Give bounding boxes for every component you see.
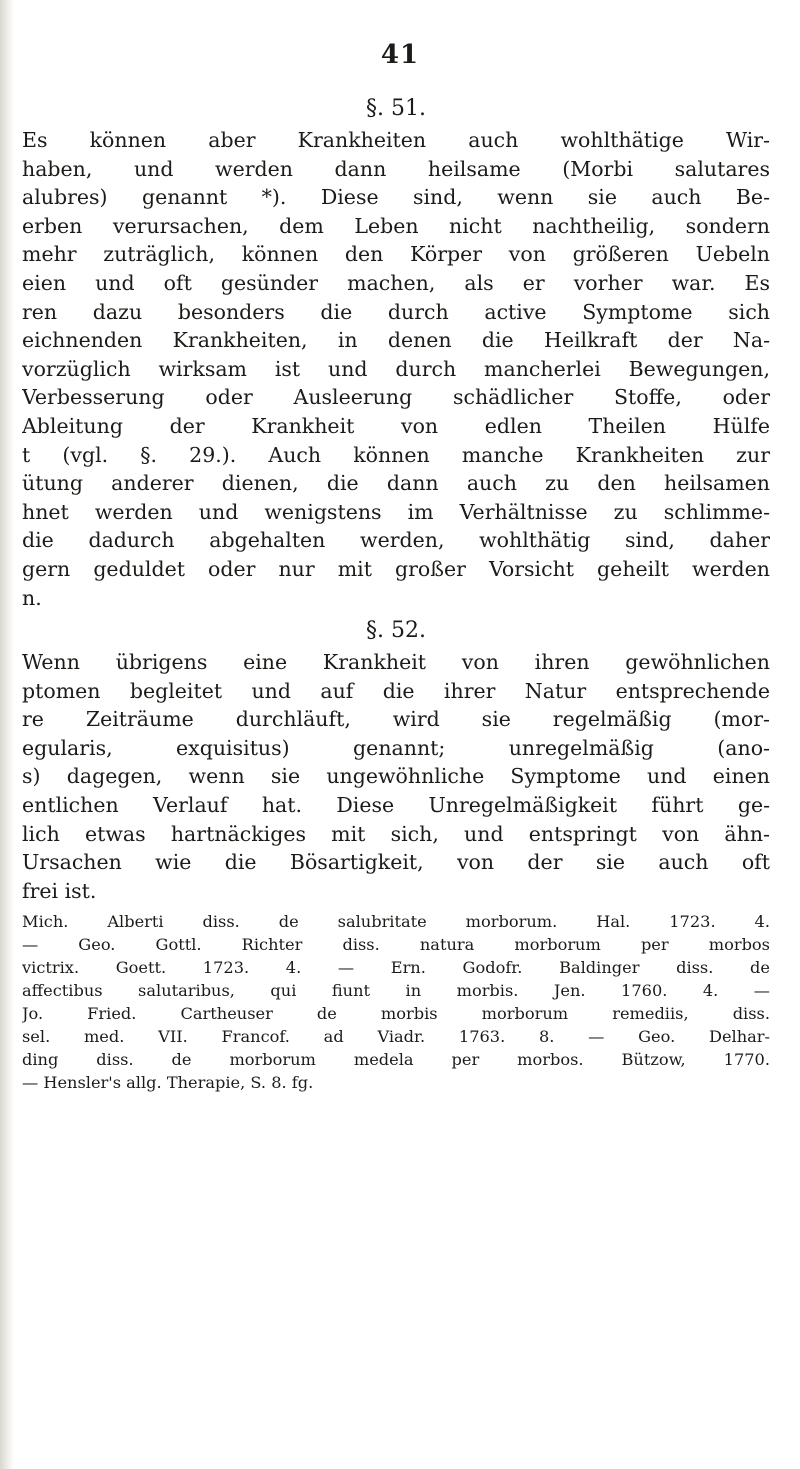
text-line: Ableitung der Krankheit von edlen Theilen Hülfe <box>22 413 770 438</box>
text-line: Wenn übrigens eine Krankheit von ihren gewöhnlichen <box>22 650 770 674</box>
section-51 <box>22 92 770 612</box>
text-line: lich etwas hartnäckiges mit sich, und entspringt von ähn- <box>22 821 770 846</box>
text-line: eichnenden Krankheiten, in denen die Heilkraft der Na- <box>22 328 770 353</box>
section-heading: §. 52. <box>366 618 426 643</box>
text-line: haben, und werden dann heilsame (Morbi salutares <box>22 156 770 181</box>
text-line: t (vgl. §. 29.). Auch können manche Krankheiten zur <box>22 442 770 467</box>
section-body <box>22 648 770 905</box>
text-line: ütung anderer dienen, die dann auch zu den heilsamen <box>22 471 770 496</box>
text-line: Verbesserung oder Ausleerung schädlicher Stoffe, oder <box>22 385 770 410</box>
section-heading: §. 51. <box>366 96 426 121</box>
footnote-line: — Geo. Gottl. Richter diss. natura morborum per morbos <box>22 935 770 954</box>
text-line: entlichen Verlauf hat. Diese Unregelmäßigkeit führt ge- <box>22 792 770 817</box>
text-line: Ursachen wie die Bösartigkeit, von der sie auch oft <box>22 850 770 875</box>
footnote-line: — Hensler's allg. Therapie, S. 8. fg. <box>22 1073 314 1092</box>
text-line: mehr zuträglich, können den Körper von größeren Uebeln <box>22 242 770 267</box>
footnote-line: affectibus salutaribus, qui fiunt in morbis. Jen. 1760. 4. — <box>22 981 770 1000</box>
text-line: Es können aber Krankheiten auch wohlthätige Wir- <box>22 128 770 152</box>
text-line: egularis, exquisitus) genannt; unregelmäßig (ano- <box>22 735 770 760</box>
text-line: die dadurch abgehalten werden, wohlthätig sind, daher <box>22 528 770 553</box>
text-line: ptomen begleitet und auf die ihrer Natur entsprechende <box>22 678 770 703</box>
text-line: vorzüglich wirksam ist und durch mancherlei Bewegungen, <box>22 356 770 381</box>
footnote-line: Mich. Alberti diss. de salubritate morborum. Hal. 1723. 4. <box>22 912 770 931</box>
text-line: s) dagegen, wenn sie ungewöhnliche Symptome und einen <box>22 764 770 789</box>
page-number: 41 <box>380 40 420 70</box>
footnote-line: sel. med. VII. Francof. ad Viadr. 1763. 8. — Geo. Delhar- <box>22 1027 770 1046</box>
text-line: gern geduldet oder nur mit großer Vorsicht geheilt werden <box>22 556 770 581</box>
footnote-line: victrix. Goett. 1723. 4. — Ern. Godofr. Baldinger diss. de <box>22 958 770 977</box>
text-line: frei ist. <box>22 878 97 903</box>
text-line: hnet werden und wenigstens im Verhältnisse zu schlimme- <box>22 499 770 524</box>
footnote-line: Jo. Fried. Cartheuser de morbis morborum remediis, diss. <box>22 1004 770 1023</box>
text-line: ren dazu besonders die durch active Symptome sich <box>22 299 770 324</box>
footnote-block <box>22 910 770 1094</box>
page-edge-shadow <box>0 0 14 1469</box>
text-line: re Zeiträume durchläuft, wird sie regelmäßig (mor- <box>22 707 770 732</box>
text-line: erben verursachen, dem Leben nicht nachtheilig, sondern <box>22 213 770 238</box>
footnote-line: ding diss. de morborum medela per morbos. Bützow, 1770. <box>22 1050 770 1069</box>
text-line: alubres) genannt *). Diese sind, wenn sie auch Be- <box>22 185 770 210</box>
text-line: n. <box>22 585 42 610</box>
text-line: eien und oft gesünder machen, als er vorher war. Es <box>22 270 770 295</box>
section-52 <box>22 614 770 905</box>
section-body <box>22 126 770 612</box>
